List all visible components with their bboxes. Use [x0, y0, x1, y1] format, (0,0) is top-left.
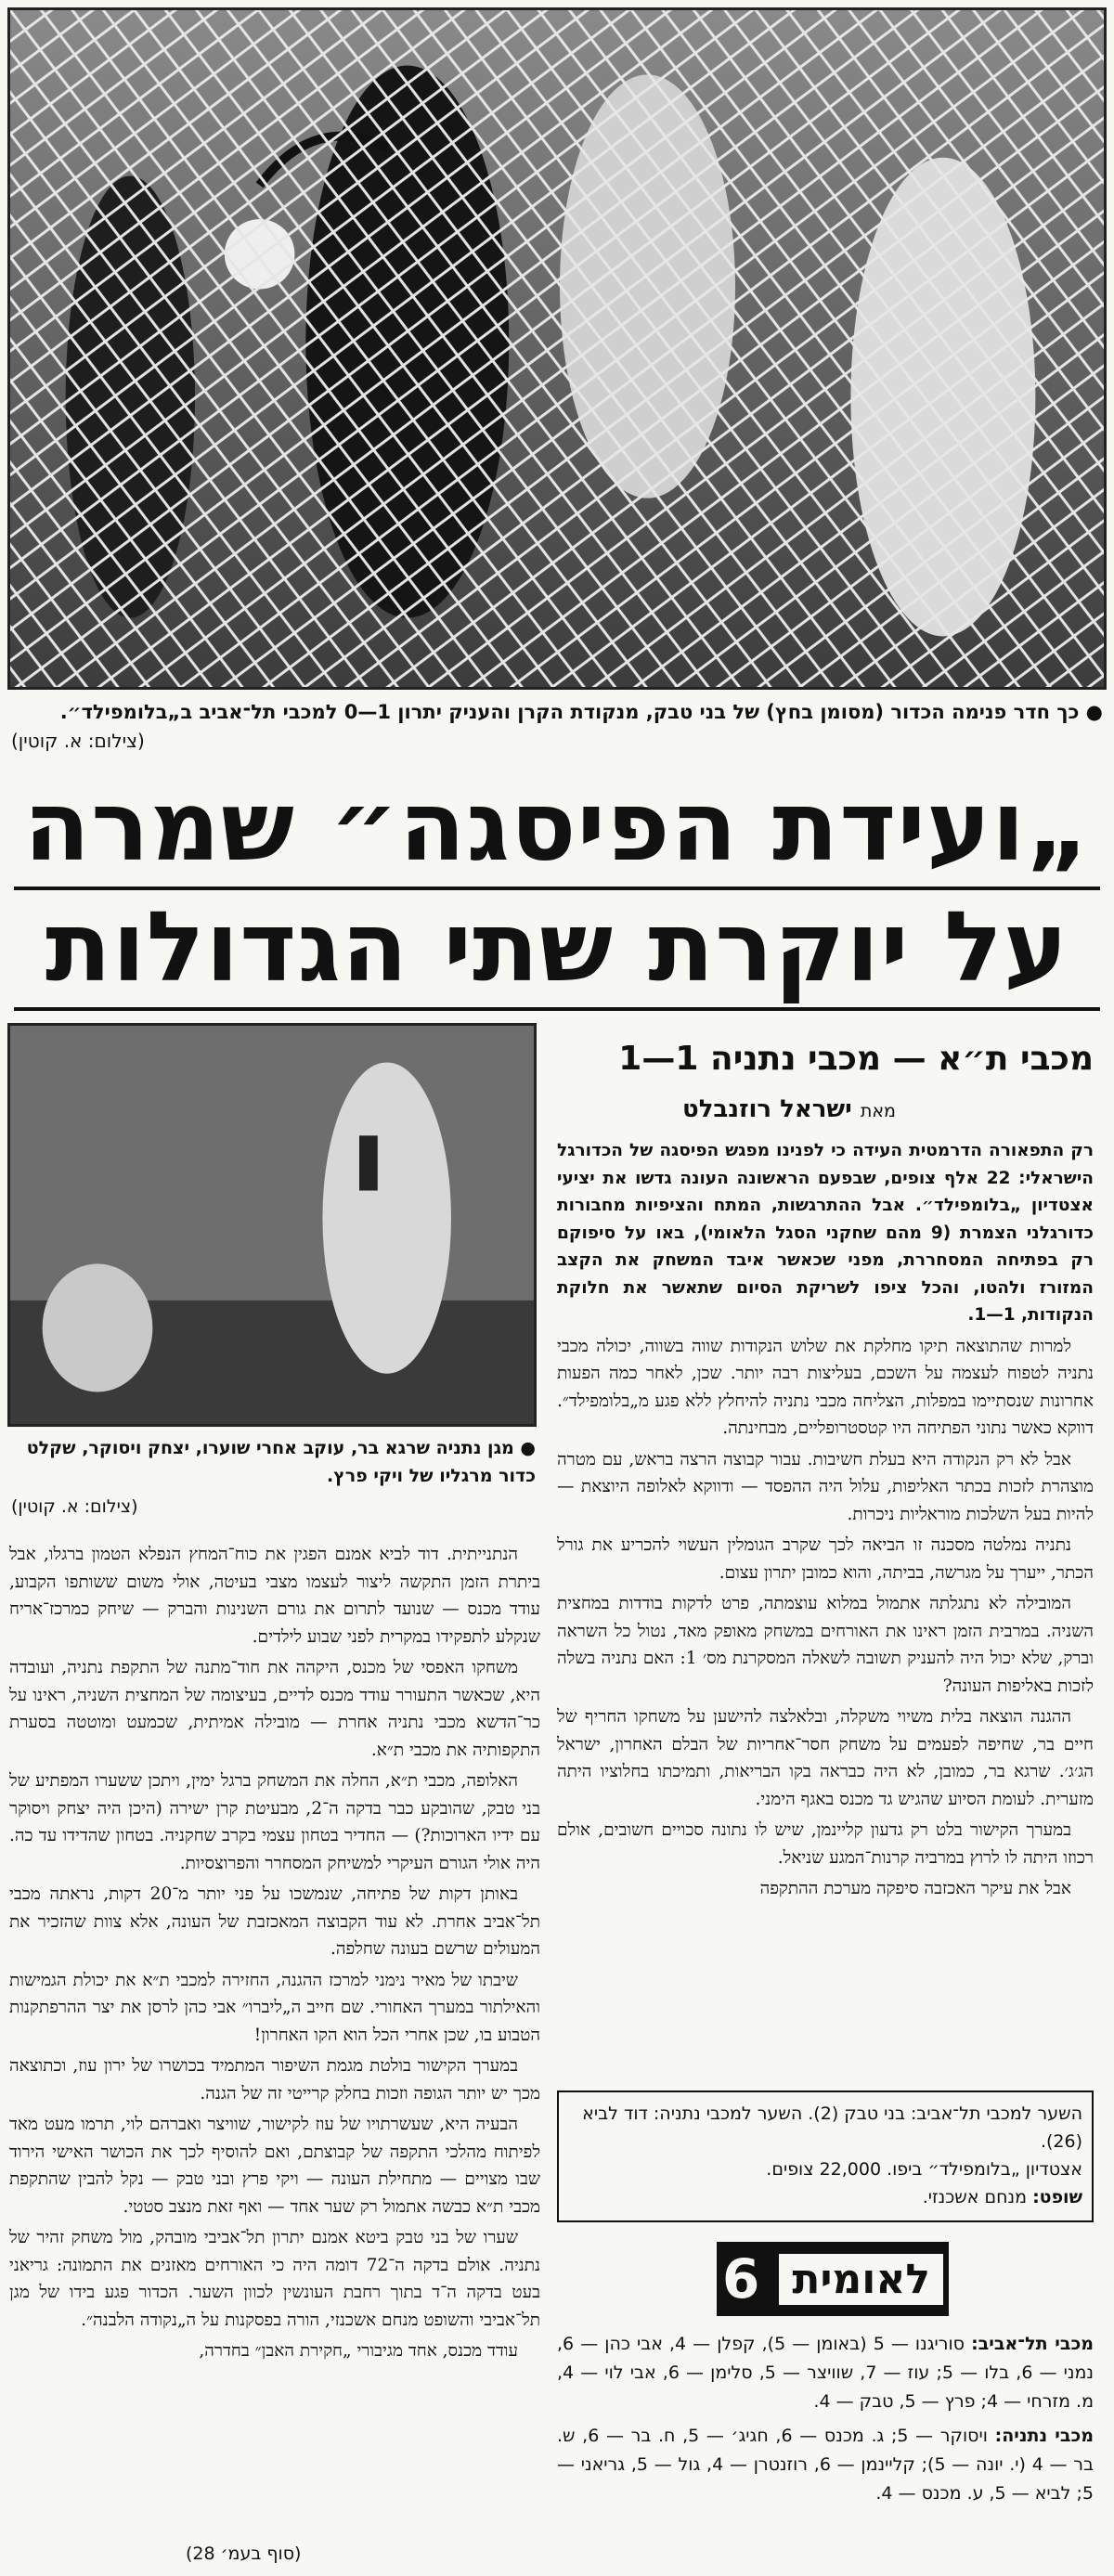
- left-paragraph-8: שערו של בני טבק ביטא אמנם יתרון תל־אביבי מובהק, מול משחק זהיר של נתניה. אולם בדקה ה־72 דומה היה כי האורחים מאזנים את התמונה: גריאני בעט בדקה ה־ד בתוך רחבת העונשין לכוון השער. הכדור פגע בידו של מגן תל־אביבי והשופט מנחם אשכנזי, הורה בפסקנות על ה„נקודה הלבנה״.: [9, 2228, 540, 2330]
- byline-prefix: מאת: [860, 1101, 896, 1121]
- match-title: מכבי ת״א — מכבי נתניה 1—1: [618, 1040, 1094, 1078]
- headline-line-2: על יוקרת שתי הגדולות: [45, 890, 1069, 1003]
- left-paragraph-9: עודד מכנס, אחד מגיבורי „חקירת האבן״ בחדרה,: [199, 2341, 518, 2361]
- lineup-netanya-players: ויסוקר — 5; ג. מכנס — 6, חגיג׳ — 5, ח. בר — 6, ש. בר — 4 (י. יונה — 5); קליינמן — 6, רוזנטרן — 4, גול — 5, גריאני — 5; לביא — 5, ע. מכנס — 4.: [557, 2426, 1095, 2504]
- side-photo-credit: (צילום: א. קוטין): [11, 1496, 138, 1517]
- lineup-netanya-label: מכבי נתניה:: [994, 2426, 1094, 2446]
- left-column: [9, 1541, 540, 2534]
- right-paragraph-3: נתניה נמלטה מסכנה זו הביאה לכך שקרב הגומלין העשוי להכריע את גורל הכתר, ייערך על מגרשה, בביתה, והוא כמובן יתרון עצום.: [557, 1535, 1094, 1583]
- right-paragraph-2: אבל לא רק הנקודה היא בעלת חשיבות. עבור קבוצה הרצה בראש, עם מטרה מוצהרת לזכות בכתר האליפות, עלול היה ההפסד — ודווקא לאלופה היוצאת — להיות בעל השלכות מוראליות ניכרות.: [557, 1449, 1094, 1524]
- lineup-netanya: [557, 2422, 1094, 2508]
- side-photo-caption: ● מגן נתניה שרגא בר, עוקב אחרי שוערו, יצחק ויסוקר, שקלט כדור מרגליו של ויקי פרץ.: [26, 1438, 536, 1486]
- right-paragraph-7: אבל את עיקר האכזבה סיפקה מערכת ההתקפה: [759, 1879, 1071, 1898]
- lineup-tel-aviv-players: סוריגנו — 5 (באומן — 5), קפלן — 4, אבי כהן — 6, נמני — 6, בלו — 5; עוז — 7, שוויצר — 5, סלימן — 6, אבי לוי — 4, מ. מזרחי — 4; פרץ — 5, טבק — 4.: [557, 2334, 1095, 2412]
- goal-net-photo: [10, 10, 1104, 687]
- left-paragraph-6: במערך הקישור בולטת מגמת השיפור המתמיד בכושרו של ירון עוז, וכתוצאה מכך יש יותר הגופה וזכות בחלק קרייטי זה של הגנה.: [9, 2056, 540, 2104]
- left-paragraph-7: הבעיה היא, שעשרתויו של עוז לקישור, שוויצר ואברהם לוי, תרמו מעט מאד לפיתוח מהלכי התקפה של קבוצתם, ואם להוסיף לכך את הכושר האישי הירוד שבו מצויים — מתחילת העונה — ויקי פרץ ובני טבק — נקל להבין שהתקפת מכבי ת״א כבשה אתמול רק שער אחד — ואף זאת מנצב סטטי.: [9, 2115, 540, 2217]
- top-photo-caption: ● כך חדר פנימה הכדור (מסומן בחץ) של בני טבק, מנקודת הקרן והעניק יתרון 1—0 למכבי תל־אביב ב„בלומפילד״.: [59, 701, 1103, 723]
- goalkeeper-photo: [10, 1026, 534, 1424]
- lineup-tel-aviv-label: מכבי תל־אביב:: [971, 2334, 1094, 2354]
- match-details-box: [557, 2091, 1094, 2222]
- side-photo: [7, 1023, 537, 1427]
- lead-paragraph: רק התפאורה הדרמטית העידה כי לפנינו מפגש הפיסגה של הכדורגל הישראלי: 22 אלף צופים, שבפעם הראשונה העונה גדשו את יציעי אצטדיון „בלומפילד״. אבל ההתרגשות, המתח והציפיות מחבורות כדורגלני הצמרת (9 מהם שחקני הסגל הלאומי), באו על סיפוקם רק בפתיחה המסחררת, מפני שכאשר איבד המשחק את הקצב המזורז ולהטו, והכל ציפו לשריקת הסיום שתאשר את חלוקת הנקודות, 1—1.: [557, 1141, 1094, 1325]
- byline-name: ישראל רוזנבלט: [682, 1095, 852, 1123]
- left-paragraph-1: הנתנייתית. דוד לביא אמנם הפגין את כוח־המחץ הנפלא הטמון ברגלו, אבל ביתרת הזמן התקשה ליצור לעצמו מצבי בעיטה, אולי משום ששותפו הקבוע, עודד מכנס — שנועד לתרום את גורם השנינות והברק — שיחק כמרכז־אריח שנקלע לתפקידו במקרית לפני שבוע לילדים.: [9, 1545, 540, 1647]
- league-logo-number: 6: [722, 2247, 760, 2311]
- right-paragraph-4: המובילה לא נתגלתה אתמול במלוא עוצמתה, פרט לדקות בודדות במחצית השניה. במרבית הזמן ראינו את האורחים במשחק מאופק מאד, נטול כל השראה וברק, שלא יכול היה להעניק תשובה לשאלה המסקרנת מס׳ 1: האם נתניה בשלה לזכות באליפות העונה?: [557, 1594, 1094, 1696]
- stadium-line: אצטדיון „בלומפילד״ ביפו. 22,000 צופים.: [766, 2159, 1082, 2180]
- left-paragraph-4: באותן דקות של פתיחה, שנמשכו על פני יותר מ־20 דקות, נראתה מכבי תל־אביב אחרת. לא עוד הקבוצה המאכזבת של העונה, אלא צוות שהזכיר את המעולים שרשם בעונה שחלפה.: [9, 1884, 540, 1959]
- lineups: [557, 2330, 1094, 2567]
- referee-name: מנחם אשכנזי.: [922, 2187, 1028, 2207]
- goals-line: השער למכבי תל־אביב: בני טבק (2). השער למכבי נתניה: דוד לביא (26).: [582, 2104, 1082, 2152]
- right-column: [557, 1137, 1094, 2084]
- league-logo-word: לאומית: [776, 2251, 946, 2308]
- byline: [557, 1095, 1021, 1123]
- lineup-tel-aviv: [557, 2330, 1094, 2416]
- right-paragraph-6: במערך הקישור בלט רק גדעון קליינמן, שיש לו נתונה סכויים חשובים, אולם רכוזו היתה לו לרוץ במרביה קרנות־המגע שניאל.: [557, 1820, 1094, 1868]
- headline-line-1: „ועידת הפיסגה״ שמרה: [23, 770, 1091, 883]
- right-paragraph-1: למרות שהתוצאה תיקו מחלקת את שלוש הנקודות שווה בשווה, יכולה מכבי נתניה לטפוח לעצמה על השכם, בעליצות רבה יותר. שכן, לאחר כמה הפעות אחרונות שנסתיימו במפלות, הצליחה מכבי נתניה להיחלץ ללא פגע מ„בלומפילד״. דווקא כאשר נתוני הפתיחה היו קטסטרופליים, מבחינתה.: [557, 1336, 1094, 1438]
- left-paragraph-3: האלופה, מכבי ת״א, החלה את המשחק ברגל ימין, ויתכן ששערו המפתיע של בני טבק, שהובקע כבר בדקה ה־2, מבעיטת קרן ישירה (היכן היה יצחק ויסוקר עם ידיו הארוכות?) — החדיר בטחון עצמי בקרב שחקניה. בטחון שהדידו עד כה. היה אולי הגורם העיקרי למשיחק המסחרר והפרוצסיות.: [9, 1771, 540, 1873]
- top-photo-credit: (צילום: א. קוטין): [11, 730, 145, 752]
- headline-underline: [14, 1007, 1100, 1011]
- league-logo: [717, 2242, 949, 2316]
- left-paragraph-5: שיבתו של מאיר נימני למרכז ההגנה, החזירה למכבי ת״א את יכולת הגמישות והאילתור במערך האחורי. שם חייב ה„ליברו״ אבי כהן לרסן את יצר ההרפתקנות הטבוע בו, שכן אחרי הכל הוא הקו האחרון!: [9, 1970, 540, 2045]
- left-paragraph-2: משחקו האפסי של מכנס, היקהה את חוד־מתנה של התקפת נתניה, ועובדה היא, שכאשר התעורר עודד מכנס לדיים, בעיצומה של המחצית השניה, ראינו על כר־הדשא מכבי נתניה אחרת — מובילה אמיתית, שכמעט ומוטטה בסערת התקפותיה את מכבי ת״א.: [9, 1658, 540, 1760]
- referee-label: שופט:: [1032, 2187, 1082, 2207]
- right-paragraph-5: ההגנה הוצאה בלית משיוי משקלה, ובלאלצה להישען על משחקו החריף של חיים בר, שחיפה לפעמים על משחק חסר־אחריות של הבלם האחרון, ישראל הג׳ג׳. שרגא בר, כמובן, לא היה כבראה בקו הבריאות, ותמיכתו בחלוציו היתה מזערית. לעומת הסיוע שהגיש גד מכנס באגף הימני.: [557, 1707, 1094, 1809]
- continued-note: (סוף בעמ׳ 28): [186, 2544, 302, 2564]
- referee-line: [568, 2183, 1082, 2211]
- top-photo: [7, 7, 1107, 690]
